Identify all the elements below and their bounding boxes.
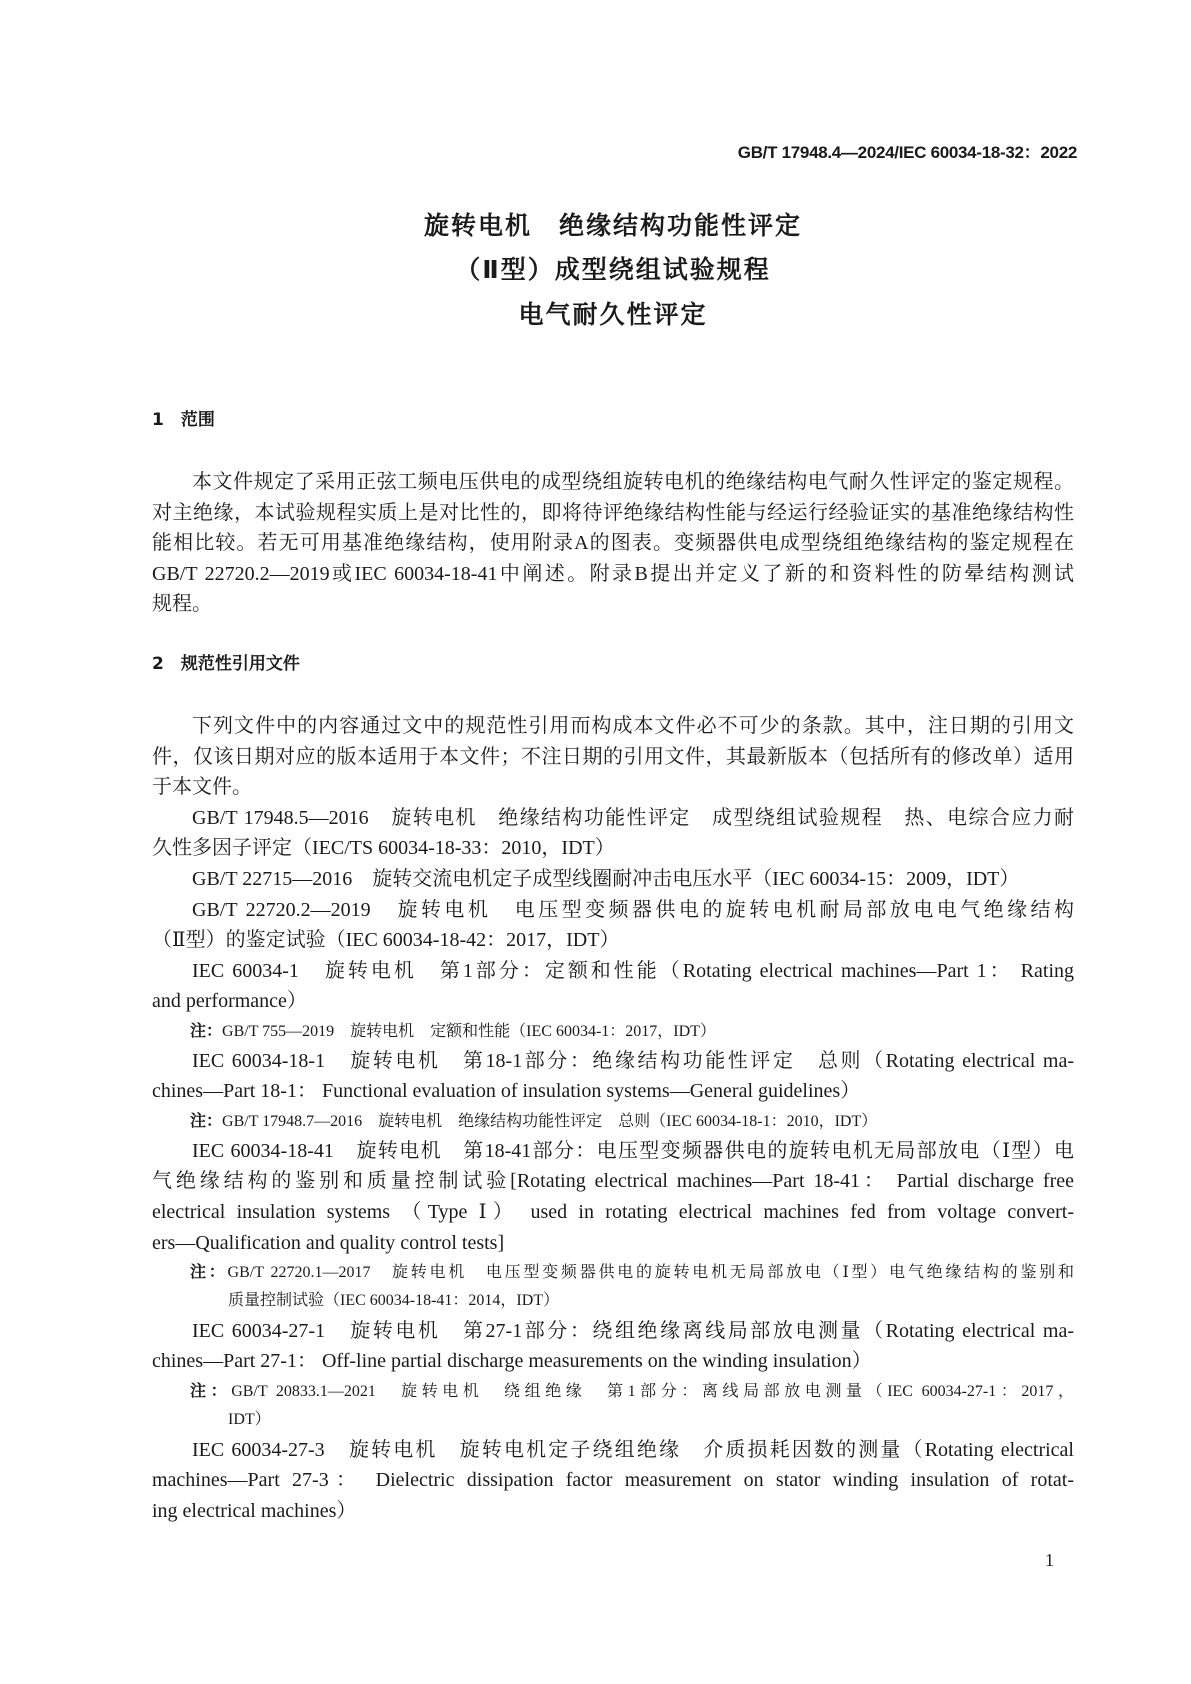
line-text: chines—Part 27-1： Off-line partial discharge measurements on the winding insulation） — [152, 1350, 872, 1373]
line-text: electrical insulation systems （Type Ⅰ） used in rotating electrical machines fed from voltage convert- — [152, 1201, 1074, 1223]
paragraph-line — [192, 467, 1074, 497]
line-text: 质量控制试验（IEC 60034-18-41：2014，IDT） — [228, 1292, 560, 1309]
reference-note-line — [228, 1287, 1074, 1315]
reference-entry-line — [152, 833, 1074, 863]
paragraph-line — [192, 711, 1074, 741]
section-heading-scope: 1 范围 — [152, 410, 215, 430]
line-text: 件，仅该日期对应的版本适用于本文件；不注日期的引用文件，其最新版本（包括所有的修改单）适用 — [152, 745, 1074, 768]
reference-note-line — [190, 1258, 1074, 1287]
reference-entry-line — [192, 1136, 1074, 1166]
paragraph-line — [152, 528, 1074, 558]
reference-note-line — [228, 1406, 1074, 1434]
line-text: IDT） — [228, 1410, 271, 1428]
note-label: 注： — [190, 1262, 228, 1282]
line-text: 气绝缘结构的鉴别和质量控制试验[Rotating electrical machines—Part 18-41： Partial discharge free — [152, 1170, 1074, 1193]
reference-entry-line — [192, 1316, 1074, 1346]
reference-entry-line — [192, 956, 1074, 986]
line-text: IEC 60034-27-1 旋转电机 第27-1部分：绕组绝缘离线局部放电测量（Rotating electrical ma- — [192, 1319, 1074, 1342]
line-text: GB/T 22720.2—2019或IEC 60034-18-41中阐述。附录B提出并定义了新的和资料性的防晕结构测试 — [152, 562, 1074, 585]
line-text: GB/T 22720.2—2019 旋转电机 电压型变频器供电的旋转电机耐局部放电电气绝缘结构 — [192, 898, 1074, 921]
document-title-line-2: （Ⅱ型）成型绕组试验规程 — [455, 255, 771, 284]
paragraph-line — [152, 559, 1074, 589]
note-label: 注： — [190, 1381, 232, 1400]
reference-entry-line — [192, 1435, 1074, 1465]
line-text: 本文件规定了采用正弦工频电压供电的成型绕组旋转电机的绝缘结构电气耐久性评定的鉴定规程。 — [192, 471, 1074, 493]
reference-entry-line — [152, 1228, 1074, 1258]
reference-entry-line — [152, 1197, 1074, 1227]
line-text: and performance） — [152, 990, 307, 1013]
line-text: IEC 60034-18-1 旋转电机 第18-1部分：绝缘结构功能性评定 总则（Rotating electrical ma- — [192, 1049, 1074, 1072]
line-text: 于本文件。 — [152, 776, 252, 799]
document-title-line-3: 电气耐久性评定 — [518, 300, 708, 329]
page-number: 1 — [1045, 1550, 1054, 1570]
line-text: 对主绝缘，本试验规程实质上是对比性的，即将待评绝缘结构性能与经运行经验证实的基准绝缘结构性 — [152, 501, 1074, 524]
note-label: 注： — [190, 1021, 223, 1040]
line-text: ers—Qualification and quality control tests] — [152, 1231, 505, 1254]
line-text: IEC 60034-18-41 旋转电机 第18-41部分：电压型变频器供电的旋转电机无局部放电（Ⅰ型）电 — [192, 1139, 1074, 1162]
reference-note-line — [190, 1377, 1074, 1406]
paragraph-line — [152, 589, 1074, 619]
line-text: IEC 60034-27-3 旋转电机 旋转电机定子绕组绝缘 介质损耗因数的测量（Rotating electrical — [192, 1438, 1074, 1461]
reference-note-line — [190, 1107, 1074, 1136]
line-text: 下列文件中的内容通过文中的规范性引用而构成本文件必不可少的条款。其中，注日期的引用文 — [192, 715, 1074, 737]
line-text: chines—Part 18-1： Functional evaluation of insulation systems—General guidelines） — [152, 1080, 861, 1103]
paragraph-line — [152, 742, 1074, 772]
reference-entry-line — [152, 1076, 1074, 1106]
note-label: 注： — [190, 1111, 223, 1130]
line-text: ing electrical machines） — [152, 1499, 357, 1522]
paragraph-line — [152, 772, 1074, 802]
line-text: 能相比较。若无可用基准绝缘结构，使用附录A的图表。变频器供电成型绕组绝缘结构的鉴定规程在 — [152, 532, 1074, 555]
paragraph-line — [152, 498, 1074, 528]
reference-entry-line — [192, 895, 1074, 925]
reference-entry-line — [152, 925, 1074, 955]
standard-number-header: GB/T 17948.4—2024/IEC 60034-18-32：2022 — [737, 143, 1077, 162]
reference-entry-line — [152, 1465, 1074, 1495]
reference-entry-line — [152, 986, 1074, 1016]
line-text: 久性多因子评定（IEC/TS 60034-18-33：2010，IDT） — [152, 837, 615, 860]
line-text: GB/T 20833.1—2021 旋转电机 绕组绝缘 第1部分：离线局部放电测量（IEC 60034-27-1：2017， — [231, 1383, 1074, 1400]
line-text: IEC 60034-1 旋转电机 第1部分：定额和性能（Rotating electrical machines—Part 1： Rating — [192, 959, 1074, 982]
reference-entry-line — [152, 1346, 1074, 1376]
line-text: GB/T 755—2019 旋转电机 定额和性能（IEC 60034-1：2017，IDT） — [222, 1023, 716, 1040]
line-text: GB/T 22720.1—2017 旋转电机 电压型变频器供电的旋转电机无局部放电（Ⅰ型）电气绝缘结构的鉴别和 — [227, 1264, 1074, 1282]
section-heading-normative-references: 2 规范性引用文件 — [152, 654, 300, 674]
line-text: machines—Part 27-3： Dielectric dissipation factor measurement on stator winding insulation of rotat- — [152, 1469, 1074, 1492]
reference-entry-line — [192, 864, 1074, 894]
line-text: GB/T 17948.5—2016 旋转电机 绝缘结构功能性评定 成型绕组试验规程 热、电综合应力耐 — [192, 806, 1074, 829]
reference-entry-line — [192, 1046, 1074, 1076]
reference-entry-line — [152, 1166, 1074, 1196]
reference-entry-line — [152, 1496, 1074, 1526]
line-text: GB/T 17948.7—2016 旋转电机 绝缘结构功能性评定 总则（IEC 60034-18-1：2010，IDT） — [222, 1113, 878, 1130]
line-text: GB/T 22715—2016 旋转交流电机定子成型线圈耐冲击电压水平（IEC 60034-15：2009，IDT） — [192, 868, 1020, 890]
document-title-line-1: 旋转电机 绝缘结构功能性评定 — [423, 211, 802, 240]
line-text: 规程。 — [152, 593, 212, 616]
reference-note-line — [190, 1017, 1074, 1046]
line-text: （Ⅱ型）的鉴定试验（IEC 60034-18-42：2017，IDT） — [152, 929, 620, 952]
reference-entry-line — [192, 803, 1074, 833]
